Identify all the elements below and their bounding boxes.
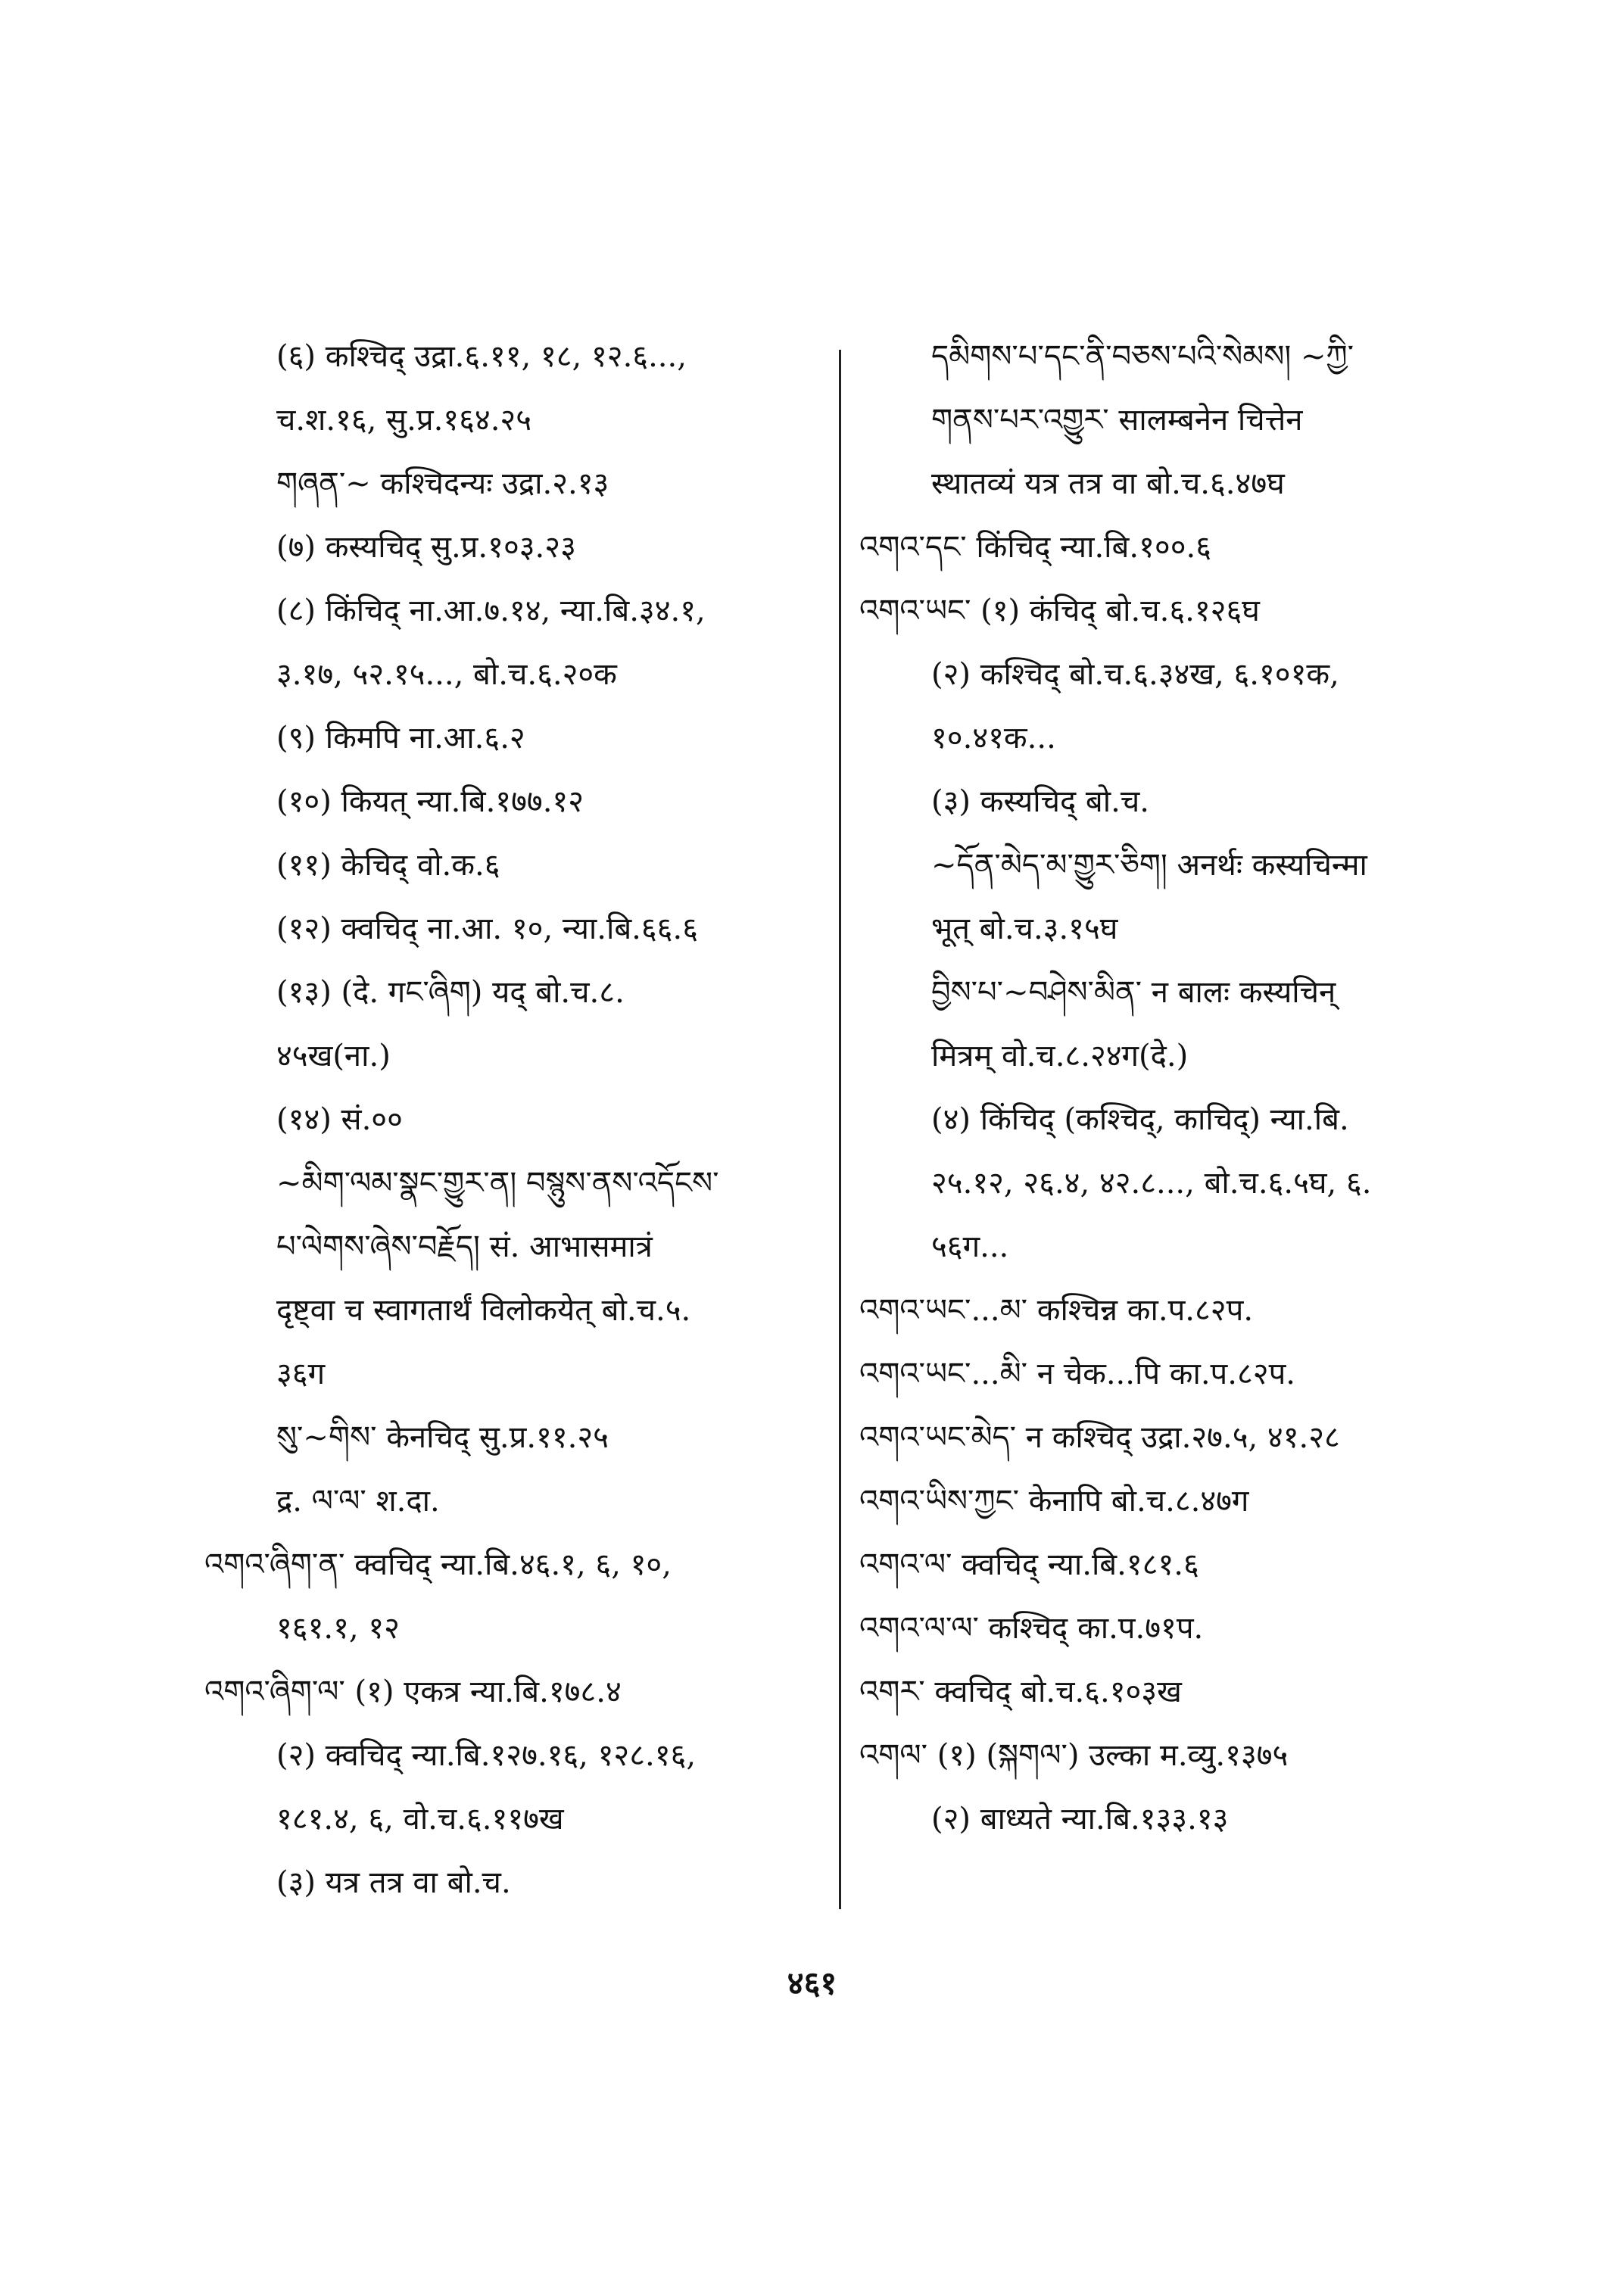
dictionary-line: (८) किंचिद् ना.आ.७.१४, न्या.बि.३४.१, [276,594,706,628]
dictionary-line: འགའ་ཡང་...མ་ कश्चिन्न का.प.८२प. [859,1293,1254,1328]
dictionary-line: ५६ग... [931,1229,1009,1264]
dictionary-line: १८१.४, ६, वो.च.६.११७ख [276,1802,564,1837]
dictionary-line: (१३) (दे. गང་ཞིག) यद् बो.च.८. [276,975,625,1010]
dictionary-line: (७) कस्यचिद् सु.प्र.१०३.२३ [276,530,576,565]
dictionary-line: (१०) कियत् न्या.बि.१७७.१२ [276,784,584,819]
dictionary-line: भूत् बो.च.३.१५घ [931,911,1118,946]
dictionary-line: (३) यत्र तत्र वा बो.च. [276,1865,511,1900]
dictionary-line: འགལ་ (१) (སྐགལ་) उल्का म.व्यु.१३७५ [859,1738,1289,1773]
dictionary-line: ~དོན་མེད་མ་གྱུར་ཅིག། अनर्थः कस्यचिन्मा [931,848,1367,883]
dictionary-line: སུ་~གིས་ केनचिद् सु.प्र.११.२५ [276,1420,609,1455]
dictionary-line: འགའ་ཡང་...མི་ न चेक...पि का.प.८२प. [859,1357,1296,1391]
dictionary-line: ३६ग [276,1357,326,1391]
dictionary-line: ४५ख(ना.) [276,1039,391,1073]
dictionary-line: १०.४१क... [931,721,1056,756]
dictionary-line: (२) कश्चिद् बो.च.६.३४ख, ६.१०१क, [931,657,1339,692]
dictionary-line: (१४) सं.०० [276,1102,403,1137]
dictionary-line: བྱིས་པ་~བཤེས་མིན་ न बालः कस्यचिन् [931,975,1336,1010]
dictionary-line: འགའ་ཞིག་ན་ क्वचिद् न्या.बि.४६.१, ६, १०, [204,1547,672,1582]
dictionary-line: (६) कश्चिद् उद्रा.६.११, १८, १२.६..., [276,339,687,374]
dictionary-line: འགའ་དང་ किंचिद् न्या.बि.१००.६ [859,530,1212,565]
dictionary-line: १६१.१, १२ [276,1611,400,1646]
dictionary-line: གནས་པར་འགྱུར་ सालम्बनेन चित्तेन [931,403,1303,438]
dictionary-line: གཞན་~ कश्चिदन्यः उद्रा.२.१३ [276,466,609,501]
dictionary-line: च.श.१६, सु.प्र.१६४.२५ [276,403,532,438]
dictionary-line: द्र. ལ་ལ་ श.दा. [276,1484,440,1519]
dictionary-line: स्थातव्यं यत्र तत्र वा बो.च.६.४७घ [931,466,1285,501]
dictionary-line: मित्रम् वो.च.८.२४ग(दे.) [931,1039,1189,1073]
dictionary-line: དམིགས་པ་དང་ནི་བཅས་པའི་སེམས། ~ཀྱི་ [931,339,1354,374]
dictionary-line: (१२) क्वचिद् ना.आ. १०, न्या.बि.६६.६ [276,911,698,946]
dictionary-line: ३.१७, ५२.१५..., बो.च.६.२०क [276,657,617,692]
left-column [204,333,856,1923]
dictionary-line: འགའ་ལ་ क्वचिद् न्या.बि.१८१.६ [859,1547,1199,1582]
dictionary-line: འགའ་ཡང་ (१) कंचिद् बो.च.६.१२६घ [859,594,1260,628]
dictionary-line: འགའ་ཞིག་ལ་ (१) एकत्र न्या.बि.१७८.४ [204,1675,622,1709]
dictionary-line: (२) क्वचिद् न्या.बि.१२७.१६, १२८.१६, [276,1738,697,1773]
dictionary-line: दृष्ट्वा च स्वागतार्थं विलोकयेत् बो.च.५. [276,1293,691,1328]
right-column [859,333,1526,1859]
dictionary-line: (२) बाध्यते न्या.बि.१३३.१३ [931,1802,1229,1837]
dictionary-line: འགའ་ཡང་མེད་ न कश्चिद् उद्रा.२७.५, ४१.२८ [859,1420,1340,1455]
dictionary-line: འགར་ क्वचिद् बो.च.६.१०३ख [859,1675,1182,1709]
dictionary-line: २५.१२, २६.४, ४२.८..., बो.च.६.५घ, ६. [931,1166,1372,1201]
dictionary-line: (३) कस्यचिद् बो.च. [931,784,1149,819]
dictionary-line: འགའ་ལ་ལ་ कश्चिद् का.प.७१प. [859,1611,1204,1646]
dictionary-line: (९) किमपि ना.आ.६.२ [276,721,525,756]
dictionary-line: (११) केचिद् वो.क.६ [276,848,500,883]
dictionary-line: འགའ་ཡིས་ཀྱང་ केनापि बो.च.८.४७ग [859,1484,1249,1519]
dictionary-line: པ་ལེགས་ཞེས་བརྗོད། सं. आभासमात्रं [276,1229,653,1264]
dictionary-line: ~མིག་ལམ་སྣང་གྱུར་ན། བསྙུས་ནས་འདོངས་ [276,1166,719,1201]
column-divider [839,350,841,1909]
page-number: ४६१ [787,1964,837,2002]
dictionary-line: (४) किंचिद् (कश्चिद्, काचिद्) न्या.बि. [931,1102,1349,1137]
